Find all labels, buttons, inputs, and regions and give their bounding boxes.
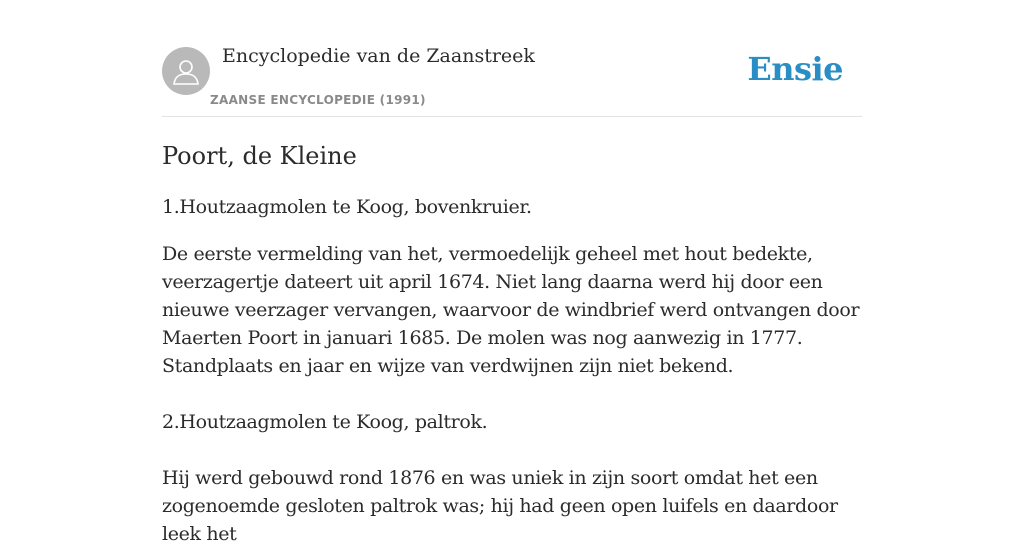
article-paragraph: De eerste vermelding van het, vermoedelijk geheel met hout bedekte, veerzagertje dateert uit april 1674. Niet lang daarna werd hij door een nieuwe veerzager vervangen, waarvoor de windbrief werd ontvangen door Maerten Poort in januari 1685. De molen was nog aanwezig in 1777. Standplaats en jaar en wijze van verdwijnen zijn niet bekend. xyxy=(162,243,860,377)
article-paragraph: 2.Houtzaagmolen te Koog, paltrok. xyxy=(162,411,488,433)
user-outline-icon xyxy=(171,56,201,86)
brand-logo[interactable]: Ensie xyxy=(747,50,843,88)
article-paragraph: Hij werd gebouwd rond 1876 en was uniek in zijn soort omdat het een zogenoemde gesloten paltrok was; hij had geen open luifels en daardoor leek het xyxy=(162,467,838,545)
source-name-link[interactable]: Encyclopedie van de Zaanstreek xyxy=(222,45,535,67)
article-container xyxy=(162,0,862,548)
article-body xyxy=(162,141,862,548)
source-subtitle: ZAANSE ENCYCLOPEDIE (1991) xyxy=(210,93,426,107)
article-title: Poort, de Kleine xyxy=(162,142,357,170)
article-paragraph: 1.Houtzaagmolen te Koog, bovenkruier. xyxy=(162,196,532,218)
source-header xyxy=(162,0,862,117)
avatar[interactable] xyxy=(162,47,210,95)
